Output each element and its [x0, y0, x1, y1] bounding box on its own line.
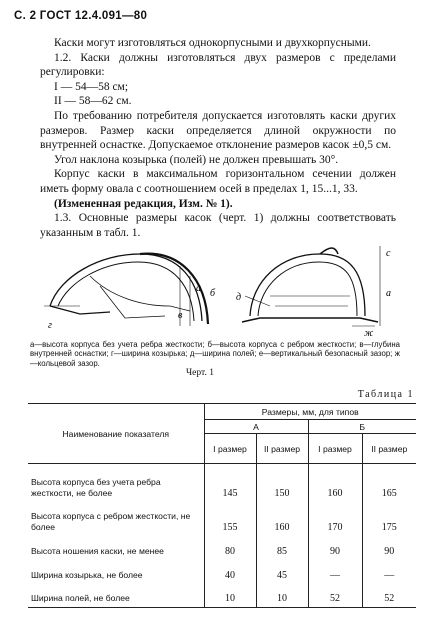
row-name: Высота корпуса без учета ребра жесткости, не более [28, 464, 204, 502]
col-header-param: Наименование показателя [28, 404, 204, 464]
col-header-b-i: I размер [308, 434, 362, 464]
table-row [28, 502, 416, 536]
col-header-type-b: Б [308, 420, 416, 434]
row-name: Высота корпуса с ребром жесткости, не более [28, 502, 204, 536]
body-text [40, 36, 396, 240]
dimensions-table [28, 403, 416, 608]
cell: 10 [204, 584, 256, 608]
cell: 175 [362, 502, 416, 536]
col-header-b-ii: II размер [362, 434, 416, 464]
paragraph: Корпус каски в максимальном горизонтальном сечении должен иметь форму овала с соотношением осей в пределах 1, 15...1, 33. [40, 168, 396, 195]
col-header-type-a: А [204, 420, 308, 434]
cell: 40 [204, 560, 256, 584]
table-row [28, 536, 416, 560]
cell: 150 [256, 464, 308, 502]
helmet-type-b [242, 246, 380, 326]
cell: 90 [362, 536, 416, 560]
cell: 170 [308, 502, 362, 536]
label-d: д [236, 292, 242, 303]
paragraph: 1.3. Основные размеры касок (черт. 1) должны соответствовать указанным в табл. 1. [40, 212, 396, 239]
cell: 145 [204, 464, 256, 502]
cell: 90 [308, 536, 362, 560]
table-row [28, 560, 416, 584]
label-c: с [386, 248, 391, 259]
cell: 10 [256, 584, 308, 608]
paragraph: II — 58—62 см. [54, 95, 132, 108]
paragraph: I — 54—58 см; [54, 80, 129, 93]
cell: 165 [362, 464, 416, 502]
cell: 45 [256, 560, 308, 584]
cell: 160 [256, 502, 308, 536]
cell: — [308, 560, 362, 584]
label-a: а [196, 283, 201, 294]
figure-title: Черт. 1 [186, 368, 214, 378]
cell: 155 [204, 502, 256, 536]
helmet-type-a [44, 254, 208, 326]
col-header-a-i: I размер [204, 434, 256, 464]
row-name: Высота ношения каски, не менее [28, 536, 204, 560]
label-a2: а [386, 288, 391, 299]
table-row [28, 464, 416, 502]
paragraph: 1.2. Каски должны изготовляться двух размеров с пределами регулировки: [40, 51, 396, 79]
cell: — [362, 560, 416, 584]
label-b: б [210, 288, 216, 299]
table-title: Таблица 1 [357, 389, 414, 400]
col-header-sizes: Размеры, мм, для типов [204, 404, 416, 420]
cell: 160 [308, 464, 362, 502]
helmet-drawing [30, 236, 400, 338]
paragraph: Угол наклона козырька (полей) не должен превышать 30°. [54, 153, 339, 166]
cell: 52 [308, 584, 362, 608]
figure-caption: а—высота корпуса без учета ребра жесткости; б—высота корпуса с ребром жесткости; в—глубина внутренней оснастки; г—ширина козырька; д—ширина полей; е—вертикальный безопасный зазор; ж—кольцевой зазор. [30, 340, 400, 368]
label-zh: ж [364, 328, 374, 338]
label-v: в [178, 310, 183, 321]
cell: 80 [204, 536, 256, 560]
col-header-a-ii: II размер [256, 434, 308, 464]
row-name: Ширина козырька, не более [28, 560, 204, 584]
cell: 85 [256, 536, 308, 560]
cell: 52 [362, 584, 416, 608]
paragraph: По требованию потребителя допускается изготовлять каски других размеров. Размер каски определяется длиной окружности по внутренней оснастке. Допускаемое отклонение размеров касок ±0,5 см. [40, 109, 396, 152]
amendment-note: (Измененная редакция, Изм. № 1). [54, 197, 233, 210]
page-header: С. 2 ГОСТ 12.4.091—80 [14, 10, 148, 22]
paragraph: Каски могут изготовляться однокорпусными и двухкорпусными. [54, 37, 371, 49]
row-name: Ширина полей, не более [28, 584, 204, 608]
label-g: г [48, 320, 52, 331]
table-row [28, 584, 416, 608]
